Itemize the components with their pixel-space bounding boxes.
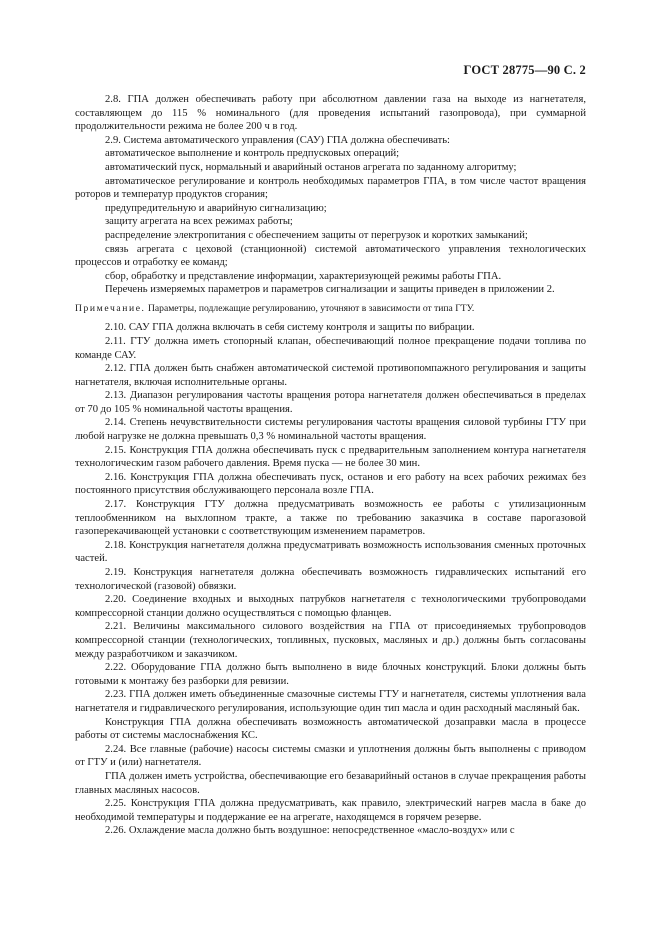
paragraph: 2.14. Степень нечувствительности системы регулирования частоты вращения силовой турбины ГТУ при любой нагрузке не должна превышать 0,3 % номинальной частоты вращения.: [75, 417, 586, 443]
paragraph: 2.13. Диапазон регулирования частоты вращения ротора нагнетателя должен обеспечиваться в пределах от 70 до 105 % номинальной частоты вращения.: [75, 390, 586, 415]
paragraph: 2.12. ГПА должен быть снабжен автоматической системой противопомпажного регулирования и защиты нагнетателя, включая исполнительные органы.: [75, 363, 586, 388]
paragraph: 2.26. Охлаждение масла должно быть воздушное: непосредственное «масло-воздух» или с: [105, 825, 515, 837]
note-label: Примечание.: [75, 302, 146, 314]
paragraph: 2.19. Конструкция нагнетателя должна обеспечивать возможность гидравлических испытаний его технологической (газовой) обвязки.: [75, 567, 586, 592]
paragraph: 2.10. САУ ГПА должна включать в себя систему контроля и защиты по вибрации.: [105, 322, 475, 334]
document-body: [75, 93, 586, 838]
paragraph: автоматическое регулирование и контроль необходимых параметров ГПА, в том числе частот вращения роторов и температур продуктов сгорания;: [75, 175, 586, 201]
paragraph: 2.20. Соединение входных и выходных патрубков нагнетателя с технологическими трубопроводами компрессорной станции должно осуществляться с помощью фланцев.: [75, 594, 586, 619]
paragraph: автоматическое выполнение и контроль предпусковых операций;: [105, 148, 400, 160]
paragraph: 2.23. ГПА должен иметь объединенные смазочные системы ГТУ и нагнетателя, системы уплотнения вала нагнетателя и гидравлического регулирования, использующие один тип масла и один расходный масляный бак.: [75, 689, 586, 714]
paragraph: Конструкция ГПА должна обеспечивать возможность автоматической дозаправки масла в процессе работы от системы маслоснабжения КС.: [75, 716, 586, 742]
paragraph: 2.17. Конструкция ГТУ должна предусматривать возможность ее работы с утилизационным теплообменником на выхлопном тракте, а также по требованию заказчика в составе парогазовой газоперекачивающей установки с соответствующим изменением параметров.: [75, 499, 586, 538]
paragraph: 2.22. Оборудование ГПА должно быть выполнено в виде блочных конструкций. Блоки должны быть готовыми к монтажу без разборки для ревизии.: [75, 662, 586, 687]
paragraph: 2.21. Величины максимального силового воздействия на ГПА от присоединяемых трубопроводов компрессорной станции (технологических, топливных, пусковых, масляных и др.) должны быть согласованы между разработчиком и заказчиком.: [75, 621, 586, 660]
paragraph: автоматический пуск, нормальный и аварийный останов агрегата по заданному алгоритму;: [105, 161, 517, 173]
paragraph: сбор, обработку и представление информации, характеризующей режимы работы ГПА.: [105, 270, 502, 282]
note-text: Параметры, подлежащие регулированию, уточняют в зависимости от типа ГТУ.: [145, 302, 475, 314]
note: [75, 303, 586, 315]
paragraph: 2.25. Конструкция ГПА должна предусматривать, как правило, электрический нагрев масла в баке до необходимой температуры и поддержание ее на агрегате, находящемся в горячем резерве.: [75, 798, 586, 823]
paragraph: предупредительную и аварийную сигнализацию;: [105, 202, 327, 214]
paragraph: 2.15. Конструкция ГПА должна обеспечивать пуск с предварительным заполнением контура нагнетателя технологическим газом рабочего давления. Время пуска — не более 30 мин.: [75, 444, 586, 470]
paragraph: защиту агрегата на всех режимах работы;: [105, 216, 293, 228]
paragraph: 2.24. Все главные (рабочие) насосы системы смазки и уплотнения должны быть выполнены с приводом от ГТУ и (или) нагнетателя.: [75, 743, 586, 769]
paragraph: ГПА должен иметь устройства, обеспечивающие его безаварийный останов в случае прекращения работы главных масляных насосов.: [75, 770, 586, 796]
paragraph: 2.18. Конструкция нагнетателя должна предусматривать возможность использования сменных проточных частей.: [75, 539, 586, 565]
page-header: ГОСТ 28775—90 С. 2: [463, 63, 586, 77]
paragraph: распределение электропитания с обеспечением защиты от перегрузок и коротких замыканий;: [105, 229, 528, 241]
paragraphs-section-1: [75, 93, 586, 297]
paragraph: 2.8. ГПА должен обеспечивать работу при абсолютном давлении газа на выходе из нагнетателя, составляющем до 115 % номинального (для проведения испытаний газопровода), при суммарной продолжительности режима не более 200 ч в год.: [75, 94, 586, 133]
paragraph: 2.9. Система автоматического управления (САУ) ГПА должна обеспечивать:: [105, 134, 450, 146]
paragraph: 2.16. Конструкция ГПА должна обеспечивать пуск, останов и его работу на всех рабочих режимах без постоянного присутствия обслуживающего персонала возле ГПА.: [75, 471, 586, 497]
paragraph: 2.11. ГТУ должна иметь стопорный клапан, обеспечивающий полное прекращение подачи топлива по команде САУ.: [75, 335, 586, 361]
paragraph: связь агрегата с цеховой (станционной) системой автоматического управления технологических процессов и отработку ее команд;: [75, 243, 586, 269]
paragraph: Перечень измеряемых параметров и параметров сигнализации и защиты приведен в приложении 2.: [105, 284, 555, 296]
paragraphs-section-2: [75, 321, 586, 838]
